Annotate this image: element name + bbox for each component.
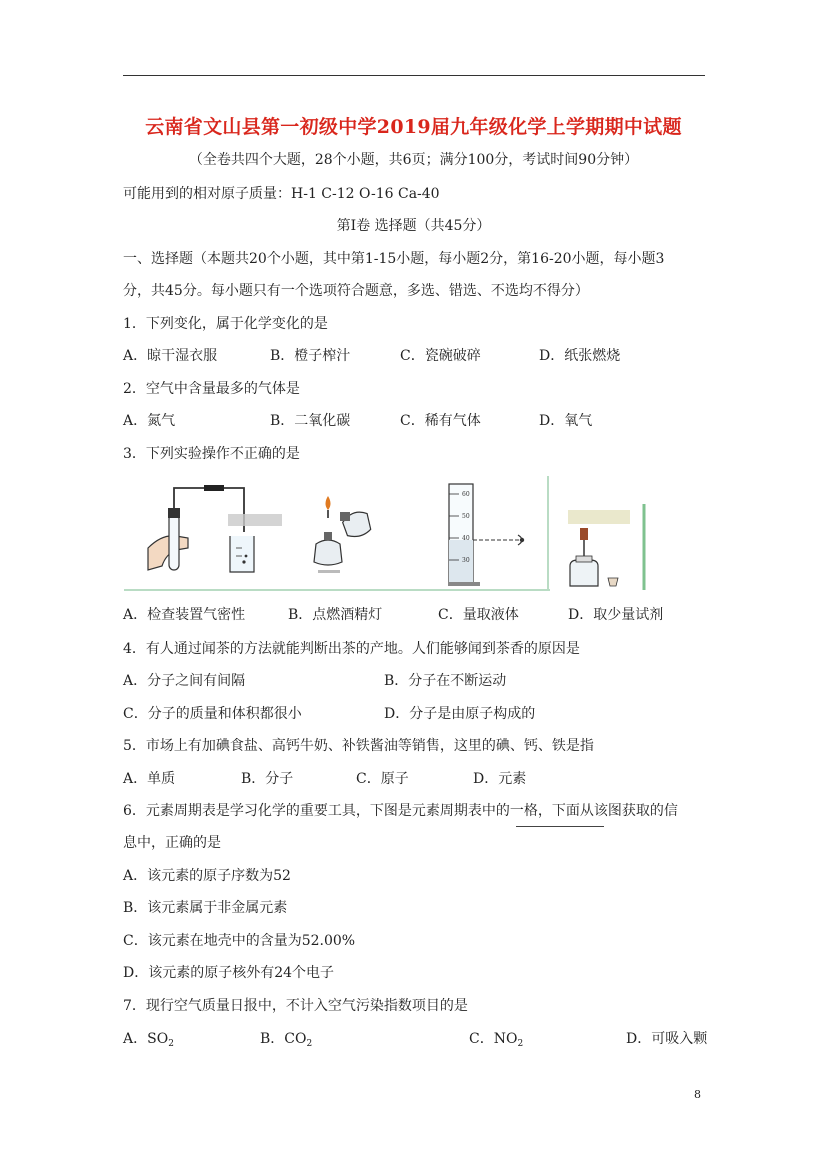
question-6-option-c: C．该元素在地壳中的含量为52.00% bbox=[123, 933, 356, 949]
alcohol-lamp-icon bbox=[314, 496, 373, 573]
question-2-stem: 2．空气中含量最多的气体是 bbox=[123, 381, 300, 397]
option-d: D．分子是由原子构成的 bbox=[384, 706, 536, 722]
option-c: C．稀有气体 bbox=[400, 413, 481, 429]
tick-50: 50 bbox=[462, 513, 470, 520]
exam-title: 云南省文山县第一初级中学2019届九年级化学上学期期中试题 bbox=[145, 116, 682, 138]
option-c: C．分子的质量和体积都很小 bbox=[123, 706, 302, 722]
option-d: D．取少量试剂 bbox=[568, 607, 664, 623]
option-d: D．纸张燃烧 bbox=[539, 348, 621, 364]
option-b: B．点燃酒精灯 bbox=[288, 607, 383, 623]
instructions-line-1: 一、选择题（本题共20个小题，其中第1-15小题，每小题2分，第16-20小题，每小题3 bbox=[123, 251, 665, 267]
option-a: A．分子之间有间隔 bbox=[123, 673, 246, 689]
figure-placeholder-line bbox=[516, 826, 604, 827]
atomic-mass-line: 可能用到的相对原子质量：H-1 C-12 O-16 Ca-40 bbox=[123, 186, 440, 202]
section-heading: 第Ⅰ卷 选择题（共45分） bbox=[336, 218, 491, 234]
tick-60: 60 bbox=[462, 491, 470, 498]
option-b: B．橙子榨汁 bbox=[270, 348, 351, 364]
lab-operations-figure bbox=[122, 474, 652, 594]
question-6-option-b: B．该元素属于非金属元素 bbox=[123, 900, 288, 916]
tick-30: 30 bbox=[462, 557, 470, 564]
option-a: A．单质 bbox=[123, 771, 176, 787]
option-b: B．分子在不断运动 bbox=[384, 673, 507, 689]
option-a: A．氮气 bbox=[123, 413, 176, 429]
option-b: B．$CO_2$ bbox=[260, 1031, 313, 1049]
page-number: 8 bbox=[694, 1088, 701, 1101]
option-c: C．$NO_2$ bbox=[469, 1031, 524, 1049]
question-6-option-a: A．该元素的原子序数为52 bbox=[123, 868, 291, 884]
airtightness-apparatus-icon bbox=[148, 485, 282, 572]
option-b: B．分子 bbox=[241, 771, 294, 787]
option-d: D．可吸入颗 bbox=[626, 1031, 708, 1047]
tick-40: 40 bbox=[462, 535, 470, 542]
reagent-bottle-icon bbox=[568, 510, 630, 586]
option-a: A．晾干湿衣服 bbox=[123, 348, 218, 364]
instructions-line-2: 分，共45分。每小题只有一个选项符合题意，多选、错选、不选均不得分） bbox=[123, 283, 589, 299]
option-a: A．检查装置气密性 bbox=[123, 607, 246, 623]
option-d: D．元素 bbox=[473, 771, 527, 787]
option-c: C．量取液体 bbox=[438, 607, 519, 623]
option-c: C．瓷碗破碎 bbox=[400, 348, 481, 364]
graduated-cylinder-icon bbox=[448, 484, 524, 586]
question-7-stem: 7．现行空气质量日报中，不计入空气污染指数项目的是 bbox=[123, 998, 468, 1014]
question-6-option-d: D．该元素的原子核外有24个电子 bbox=[123, 965, 335, 981]
question-5-stem: 5．市场上有加碘食盐、高钙牛奶、补铁酱油等销售，这里的碘、钙、铁是指 bbox=[123, 738, 594, 754]
option-b: B．二氧化碳 bbox=[270, 413, 351, 429]
question-3-stem: 3．下列实验操作不正确的是 bbox=[123, 446, 300, 462]
question-4-stem: 4．有人通过闻茶的方法就能判断出茶的产地。人们能够闻到茶香的原因是 bbox=[123, 641, 580, 657]
header-rule bbox=[123, 75, 705, 76]
option-c: C．原子 bbox=[356, 771, 409, 787]
option-a: A．$SO_2$ bbox=[123, 1031, 174, 1049]
exam-info: （全卷共四个大题，28个小题，共6页；满分100分，考试时间90分钟） bbox=[188, 152, 639, 168]
question-1-stem: 1．下列变化，属于化学变化的是 bbox=[123, 316, 328, 332]
question-6-stem: 6．元素周期表是学习化学的重要工具，下图是元素周期表中的一格，下面从该图获取的信 bbox=[123, 803, 678, 819]
question-6-stem-continued: 息中，正确的是 bbox=[123, 835, 221, 851]
option-d: D．氧气 bbox=[539, 413, 593, 429]
